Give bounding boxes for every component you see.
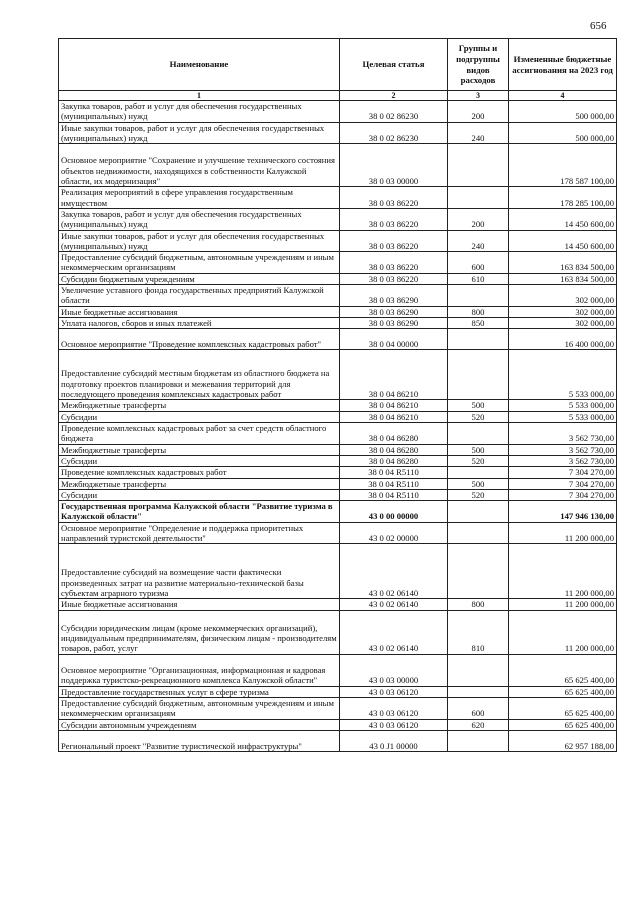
row-amount: 14 450 600,00 (509, 230, 617, 252)
row-code: 38 0 04 86210 (340, 411, 448, 422)
row-group (448, 422, 509, 444)
row-group (448, 730, 509, 751)
table-row (59, 400, 617, 411)
row-amount: 11 200 000,00 (509, 599, 617, 610)
table-row (59, 306, 617, 317)
row-code: 43 0 02 06140 (340, 610, 448, 654)
row-name: Основное мероприятие "Определение и поддержка приоритетных направлений туристской деятельности" (59, 522, 340, 544)
header-code: Целевая статья (340, 39, 448, 91)
row-amount: 65 625 400,00 (509, 654, 617, 686)
header-name: Наименование (59, 39, 340, 91)
row-group: 810 (448, 610, 509, 654)
row-code: 38 0 04 86280 (340, 455, 448, 466)
row-code: 38 0 04 00000 (340, 329, 448, 350)
row-code: 38 0 04 86210 (340, 400, 448, 411)
row-amount: 62 957 188,00 (509, 730, 617, 751)
table-row (59, 522, 617, 544)
row-amount: 147 946 130,00 (509, 501, 617, 523)
table-row (59, 252, 617, 274)
row-amount: 500 000,00 (509, 101, 617, 123)
header-amount: Измененные бюджетные ассигнования на 2023 год (509, 39, 617, 91)
row-name: Межбюджетные трансферты (59, 478, 340, 489)
row-name: Субсидии бюджетным учреждениям (59, 273, 340, 284)
row-amount: 7 304 270,00 (509, 467, 617, 478)
table-row (59, 654, 617, 686)
row-code: 43 0 03 06120 (340, 686, 448, 697)
row-amount: 11 200 000,00 (509, 544, 617, 599)
row-group: 520 (448, 455, 509, 466)
row-group (448, 350, 509, 400)
row-code: 38 0 02 86230 (340, 101, 448, 123)
row-amount: 178 285 100,00 (509, 187, 617, 209)
row-amount: 7 304 270,00 (509, 478, 617, 489)
table-row (59, 455, 617, 466)
row-group: 500 (448, 444, 509, 455)
row-name: Субсидии юридическим лицам (кроме некоммерческих организаций), индивидуальным предпринимателям, физическим лицам - производителям товаров, работ, услуг (59, 610, 340, 654)
row-group (448, 522, 509, 544)
row-amount: 7 304 270,00 (509, 489, 617, 500)
row-amount: 5 533 000,00 (509, 400, 617, 411)
row-amount: 163 834 500,00 (509, 273, 617, 284)
table-row (59, 273, 617, 284)
row-code: 38 0 03 86290 (340, 306, 448, 317)
row-code: 43 0 02 06140 (340, 599, 448, 610)
column-number: 4 (509, 91, 617, 101)
row-name: Закупка товаров, работ и услуг для обеспечения государственных (муниципальных) нужд (59, 101, 340, 123)
row-name: Субсидии (59, 455, 340, 466)
row-code: 38 0 03 86290 (340, 318, 448, 329)
row-group (448, 329, 509, 350)
header-row (59, 39, 617, 91)
row-amount: 65 625 400,00 (509, 686, 617, 697)
row-amount: 302 000,00 (509, 285, 617, 307)
row-amount: 3 562 730,00 (509, 455, 617, 466)
row-group: 200 (448, 208, 509, 230)
row-amount: 65 625 400,00 (509, 719, 617, 730)
row-code: 38 0 04 R5110 (340, 467, 448, 478)
row-name: Субсидии (59, 411, 340, 422)
table-row (59, 350, 617, 400)
row-name: Предоставление субсидий бюджетным, автономным учреждениям и иным некоммерческим организациям (59, 698, 340, 720)
row-name: Основное мероприятие "Организационная, информационная и кадровая поддержка туристско-рекреационного комплекса Калужской области" (59, 654, 340, 686)
row-group (448, 654, 509, 686)
column-number: 1 (59, 91, 340, 101)
column-number: 3 (448, 91, 509, 101)
row-group: 610 (448, 273, 509, 284)
table-row (59, 489, 617, 500)
row-name: Иные бюджетные ассигнования (59, 599, 340, 610)
row-name: Межбюджетные трансферты (59, 400, 340, 411)
row-code: 38 0 03 86220 (340, 208, 448, 230)
row-amount: 5 533 000,00 (509, 350, 617, 400)
table-row (59, 544, 617, 599)
table-row (59, 329, 617, 350)
budget-table (58, 38, 617, 752)
row-group: 600 (448, 698, 509, 720)
row-name: Проведение комплексных кадастровых работ за счет средств областного бюджета (59, 422, 340, 444)
row-amount: 16 400 000,00 (509, 329, 617, 350)
row-code: 38 0 03 86220 (340, 230, 448, 252)
table-row (59, 230, 617, 252)
column-number-row (59, 91, 617, 101)
table-row (59, 686, 617, 697)
row-code: 43 0 03 00000 (340, 654, 448, 686)
row-code: 43 0 03 06120 (340, 719, 448, 730)
row-amount: 65 625 400,00 (509, 698, 617, 720)
row-code: 38 0 04 86280 (340, 422, 448, 444)
table-row (59, 467, 617, 478)
row-amount: 302 000,00 (509, 306, 617, 317)
row-code: 43 0 02 06140 (340, 544, 448, 599)
row-group: 600 (448, 252, 509, 274)
row-group: 620 (448, 719, 509, 730)
row-amount: 5 533 000,00 (509, 411, 617, 422)
row-group: 500 (448, 478, 509, 489)
table-row (59, 318, 617, 329)
row-name: Предоставление субсидий бюджетным, автономным учреждениям и иным некоммерческим организациям (59, 252, 340, 274)
row-name: Иные закупки товаров, работ и услуг для обеспечения государственных (муниципальных) нужд (59, 230, 340, 252)
row-group: 500 (448, 400, 509, 411)
page-number: 656 (590, 20, 607, 32)
row-group: 240 (448, 230, 509, 252)
row-amount: 3 562 730,00 (509, 444, 617, 455)
row-group (448, 686, 509, 697)
row-code: 38 0 02 86230 (340, 122, 448, 144)
row-group: 800 (448, 306, 509, 317)
table-body (59, 101, 617, 752)
row-code: 43 0 J1 00000 (340, 730, 448, 751)
row-amount: 163 834 500,00 (509, 252, 617, 274)
table-row (59, 444, 617, 455)
table-row (59, 599, 617, 610)
row-code: 38 0 03 86220 (340, 252, 448, 274)
row-code: 38 0 03 00000 (340, 144, 448, 187)
row-name: Субсидии (59, 489, 340, 500)
row-name: Предоставление государственных услуг в сфере туризма (59, 686, 340, 697)
row-name: Межбюджетные трансферты (59, 444, 340, 455)
row-code: 43 0 02 00000 (340, 522, 448, 544)
table-row (59, 478, 617, 489)
row-amount: 500 000,00 (509, 122, 617, 144)
row-amount: 3 562 730,00 (509, 422, 617, 444)
table-row (59, 501, 617, 523)
row-amount: 14 450 600,00 (509, 208, 617, 230)
row-code: 38 0 03 86220 (340, 187, 448, 209)
table-row (59, 122, 617, 144)
row-code: 38 0 04 86280 (340, 444, 448, 455)
row-group: 520 (448, 489, 509, 500)
row-group (448, 187, 509, 209)
row-name: Предоставление субсидий местным бюджетам из областного бюджета на подготовку проектов планировки и межевания территорий для последующего проведения комплексных кадастровых работ (59, 350, 340, 400)
table-row (59, 144, 617, 187)
row-code: 38 0 04 R5110 (340, 489, 448, 500)
row-group: 800 (448, 599, 509, 610)
row-name: Субсидии автономным учреждениям (59, 719, 340, 730)
table-row (59, 610, 617, 654)
row-name: Предоставление субсидий на возмещение части фактически произведенных затрат на развитие материально-технической базы субъектам аграрного туризма (59, 544, 340, 599)
row-group (448, 144, 509, 187)
row-name: Основное мероприятие "Сохранение и улучшение технического состояния объектов недвижимости, находящихся в собственности Калужской области, их модернизация" (59, 144, 340, 187)
table-row (59, 422, 617, 444)
table-row (59, 698, 617, 720)
row-code: 43 0 00 00000 (340, 501, 448, 523)
row-code: 38 0 03 86220 (340, 273, 448, 284)
row-group: 240 (448, 122, 509, 144)
table-row (59, 411, 617, 422)
row-name: Закупка товаров, работ и услуг для обеспечения государственных (муниципальных) нужд (59, 208, 340, 230)
table-row (59, 101, 617, 123)
row-name: Уплата налогов, сборов и иных платежей (59, 318, 340, 329)
row-code: 38 0 03 86290 (340, 285, 448, 307)
row-group: 850 (448, 318, 509, 329)
row-code: 38 0 04 R5110 (340, 478, 448, 489)
row-group: 200 (448, 101, 509, 123)
column-number: 2 (340, 91, 448, 101)
row-group (448, 285, 509, 307)
table-row (59, 208, 617, 230)
row-group (448, 544, 509, 599)
row-name: Увеличение уставного фонда государственных предприятий Калужской области (59, 285, 340, 307)
row-group: 520 (448, 411, 509, 422)
row-amount: 11 200 000,00 (509, 522, 617, 544)
row-name: Государственная программа Калужской области "Развитие туризма в Калужской области" (59, 501, 340, 523)
table-row (59, 719, 617, 730)
row-name: Реализация мероприятий в сфере управления государственным имуществом (59, 187, 340, 209)
row-name: Проведение комплексных кадастровых работ (59, 467, 340, 478)
row-code: 43 0 03 06120 (340, 698, 448, 720)
table-row (59, 285, 617, 307)
row-group (448, 501, 509, 523)
row-amount: 178 587 100,00 (509, 144, 617, 187)
row-code: 38 0 04 86210 (340, 350, 448, 400)
row-amount: 11 200 000,00 (509, 610, 617, 654)
table-row (59, 730, 617, 751)
row-amount: 302 000,00 (509, 318, 617, 329)
header-group: Группы и подгруппы видов расходов (448, 39, 509, 91)
row-name: Иные бюджетные ассигнования (59, 306, 340, 317)
row-name: Региональный проект "Развитие туристической инфраструктуры" (59, 730, 340, 751)
table-row (59, 187, 617, 209)
row-name: Основное мероприятие "Проведение комплексных кадастровых работ" (59, 329, 340, 350)
row-name: Иные закупки товаров, работ и услуг для обеспечения государственных (муниципальных) нужд (59, 122, 340, 144)
row-group (448, 467, 509, 478)
